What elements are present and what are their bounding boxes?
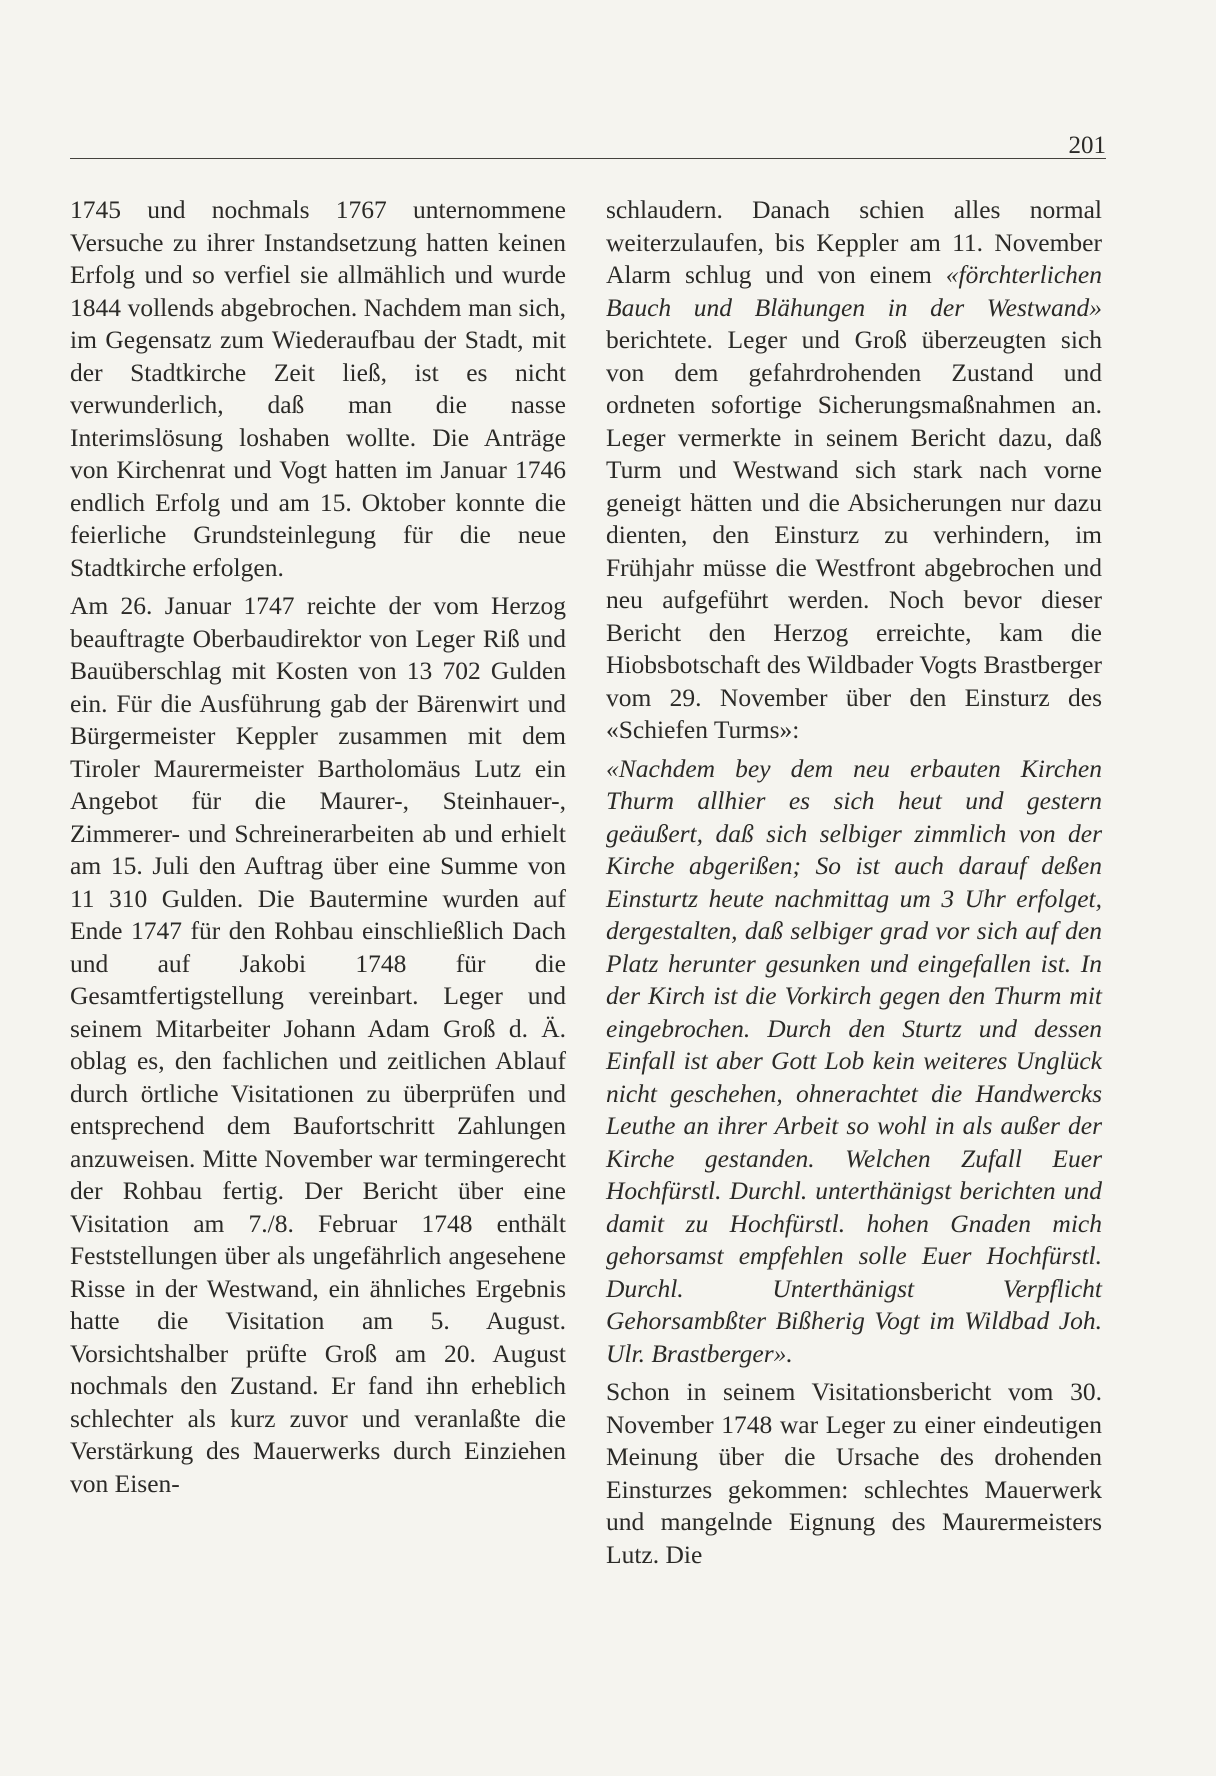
left-column [70,194,566,1500]
right-paragraph-1 [606,194,1102,747]
header-rule [70,158,1106,159]
inline-quote: «förchterlichen Bauch und Blähungen in der Westwand» [606,260,1102,322]
right-column [606,194,1102,1571]
page-number: 201 [1068,132,1106,159]
right-paragraph-3: Schon in seinem Visitationsbericht vom 30. November 1748 war Leger zu einer eindeutigen Meinung über die Ursache des drohenden Einsturzes gekommen: schlechtes Mauerwerk und mangelnde Eignung des Maurermeisters Lutz. Die [606,1377,1102,1569]
right-paragraph-1-start: schlaudern. Danach schien alles normal weiterzulaufen, bis Keppler am 11. November Alarm schlug und von einem [606,195,1102,289]
left-paragraph-2: Am 26. Januar 1747 reichte der vom Herzog beauftragte Oberbaudirektor von Leger Riß und Bauüberschlag mit Kosten von 13 702 Gulden ein. Für die Ausführung gab der Bärenwirt und Bürgermeister Keppler zusammen mit dem Tiroler Maurermeister Bartholomäus Lutz ein Angebot für die Maurer-, Steinhauer-, Zimmerer- und Schreinerarbeiten ab und erhielt am 15. Juli den Auftrag über eine Summe von 11 310 Gulden. Die Bautermine wurden auf Ende 1747 für den Rohbau einschließlich Dach und auf Jakobi 1748 für die Gesamtfertigstellung vereinbart. Leger und seinem Mitarbeiter Johann Adam Groß d. Ä. oblag es, den fachlichen und zeitlichen Ablauf durch örtliche Visitationen zu überprüfen und entsprechend dem Baufortschritt Zahlungen anzuweisen. Mitte November war termingerecht der Rohbau fertig. Der Bericht über eine Visitation am 7./8. Februar 1748 enthält Feststellungen über als ungefährlich angesehene Risse in der Westwand, ein ähnliches Ergebnis hatte die Visitation am 5. August. Vorsichtshalber prüfte Groß am 20. August nochmals den Zustand. Er fand ihn erheblich schlechter als kurz zuvor und veranlaßte die Verstärkung des Mauerwerks durch Einziehen von Eisen- [70,591,566,1498]
brastberger-letter-quote: «Nachdem bey dem neu erbauten Kirchen Thurm allhier es sich heut und gestern geäußert, daß sich selbiger zimmlich von der Kirche abgerißen; So ist auch darauf deßen Einsturtz heute nachmittag um 3 Uhr erfolget, dergestalten, daß selbiger grad vor sich auf den Platz herunter gesunken und eingefallen ist. In der Kirch ist die Vorkirch gegen den Thurm mit eingebrochen. Durch den Sturtz und dessen Einfall ist aber Gott Lob kein weiteres Unglück nicht geschehen, ohnerachtet die Handwercks Leuthe an ihrer Arbeit so wohl in als außer der Kirche gestanden. Welchen Zufall Euer Hochfürstl. Durchl. unterthänigst berichten und damit zu Hochfürstl. hohen Gnaden mich gehorsamst empfehlen solle Euer Hochfürstl. Durchl. Unterthänigst Verpflicht Gehorsambßter Bißherig Vogt im Wildbad Joh. Ulr. Brastberger». [606,753,1102,1368]
left-paragraph-1: 1745 und nochmals 1767 unternommene Versuche zu ihrer Instandsetzung hatten keinen Erfolg und so verfiel sie allmählich und wurde 1844 vollends abgebrochen. Nachdem man sich, im Gegensatz zum Wiederaufbau der Stadt, mit der Stadtkirche Zeit ließ, ist es nicht verwunderlich, daß man die nasse Interimslösung loshaben wollte. Die Anträge von Kirchenrat und Vogt hatten im Januar 1746 endlich Erfolg und am 15. Oktober konnte die feierliche Grundsteinlegung für die neue Stadtkirche erfolgen. [70,195,566,582]
right-paragraph-1-end: berichtete. Leger und Groß überzeugten sich von dem gefahrdrohenden Zustand und ordneten sofortige Sicherungsmaßnahmen an. Leger vermerkte in seinem Bericht dazu, daß Turm und Westwand sich stark nach vorne geneigt hätten und die Absicherungen nur dazu dienten, den Einsturz zu verhindern, im Frühjahr müsse die Westfront abgebrochen und neu aufgeführt werden. Noch bevor dieser Bericht den Herzog erreichte, kam die Hiobsbotschaft des Wildbader Vogts Brastberger vom 29. November über den Einsturz des «Schiefen Turms»: [606,325,1102,744]
